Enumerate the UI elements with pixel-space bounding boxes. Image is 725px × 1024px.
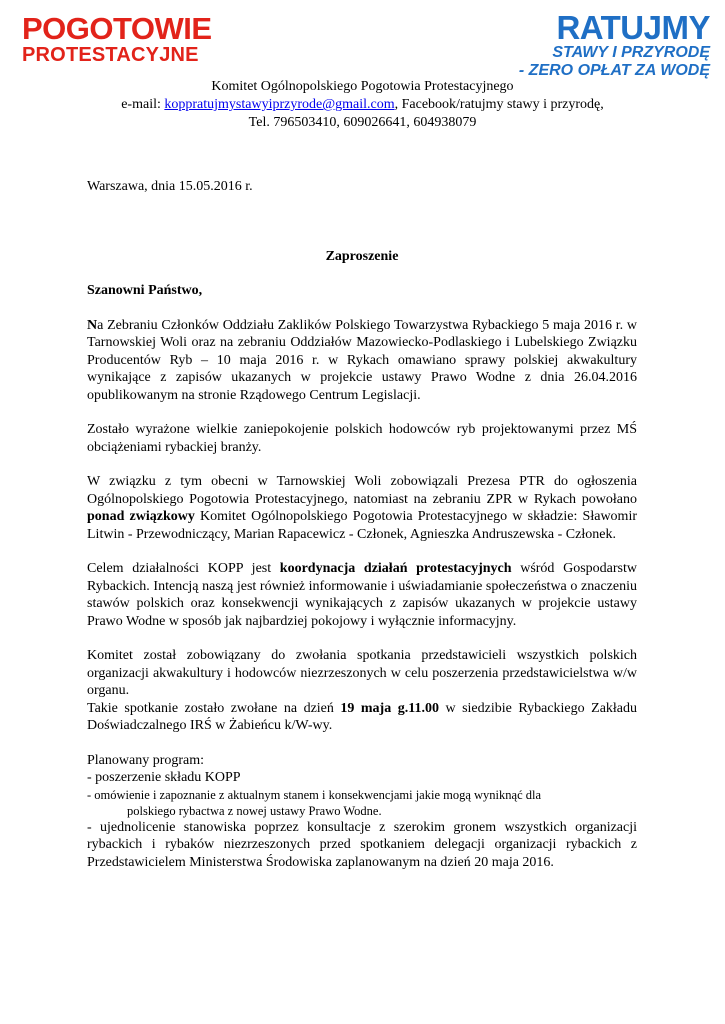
logo-right-line3: - ZERO OPŁAT ZA WODĘ [518,62,710,79]
paragraph-4-after: wśród Gospodarstw Rybackich. Intencją naszą jest również informowanie i uświadamianie społeczeństwa o znaczeniu stawów polskich oraz konsekwencji wynikających z zapisów ukazanych w projekcie ustawy Prawo Wodne w sposób jak najbardziej pokojowy i wyłącznie informacyjny. [87,561,637,629]
paragraph-3-after: Komitet Ogólnopolskiego Pogotowia Protestacyjnego w składzie: Sławomir Litwin - Przewodniczący, Marian Rapacewicz - Członek, Agnieszka Andruszewska - Członek. [87,509,637,542]
logo-left-line1: POGOTOWIE [22,11,212,46]
paragraph-2: Zostało wyrażone wielkie zaniepokojenie polskich hodowców ryb projektowanymi przez MŚ obciążeniami rybackiej branży. [87,422,637,455]
paragraph-4 [87,560,637,630]
greeting: Szanowni Państwo, [87,283,203,298]
paragraph-5: Komitet został zobowiązany do zwołania spotkania przedstawicieli wszystkich polskich organizacji akwakultury i hodowców niezrzeszonych w celu poszerzenia przedstawicielstwa w/w organu. [87,648,637,698]
facebook-text: , Facebook/ratujmy stawy i przyrodę, [394,97,604,112]
contact-line [0,96,725,114]
letterhead [0,78,725,132]
paragraph-3 [87,473,637,543]
committee-name: Komitet Ogólnopolskiego Pogotowia Protestacyjnego [211,79,514,94]
logo-pogotowie-protestacyjne [22,11,212,66]
email-link[interactable]: koppratujmystawyiprzyrode@gmail.com [164,97,395,112]
program-item-3: - ujednolicenie stanowiska poprzez konsultacje z szerokim gronem wszystkich organizacji rybackich i rybaków niezrzeszonych przed spotkaniem delegacji organizacji rybackich z Przedstawicielem Ministerstwa Środowiska zaplanowanym na dzień 20 maja 2016. [87,819,637,870]
paragraph-6 [87,700,637,735]
paragraph-4-before: Celem działalności KOPP jest [87,561,280,576]
paragraph-6-after: w siedzibie Rybackiego Zakładu Doświadczalnego IRŚ w Żabieńcu k/W-wy. [87,700,638,733]
logo-left-line2: PROTESTACYJNE [22,44,199,66]
paragraph-1-text: a Zebraniu Członków Oddziału Zaklików Polskiego Towarzystwa Rybackiego 5 maja 2016 r. w Tarnowskiej Woli oraz na zebraniu Oddziałów Mazowiecko-Podlaskiego i Lubelskiego Związku Producentów Ryb – 10 maja 2016 r. w Rykach omawiano sprawy polskiej akwakultury wynikające z zapisów ukazanych w projekcie ustawy Prawo Wodne z dnia 26.04.2016 opublikowanym na stronie Rządowego Centrum Legislacji. [87,317,637,403]
paragraph-1 [87,317,637,405]
program-heading: Planowany program: [87,752,205,768]
email-label: e-mail: [121,97,165,112]
paragraph-3-bold: ponad związkowy [87,509,195,524]
paragraph-6-bold: 19 maja g.11.00 [340,700,439,716]
logo-right-line1: RATUJMY [556,9,710,46]
program-item-2-cont: polskiego rybactwa z nowej ustawy Prawo Wodne. [127,803,382,818]
phone-numbers: Tel. 796503410, 609026641, 604938079 [248,115,477,130]
letter-title: Zaproszenie [325,248,399,264]
letter-body [87,178,637,871]
paragraph-6-before: Takie spotkanie zostało zwołane na dzień [87,700,341,716]
drop-letter: N [87,317,98,333]
logo-ratujmy-stawy [518,9,710,80]
paragraph-4-bold: koordynacja działań protestacyjnych [279,561,512,576]
program-item-1: - poszerzenie składu KOPP [87,770,241,785]
logo-right-line2: STAWY I PRZYRODĘ [552,44,710,61]
paragraph-3-before: W związku z tym obecni w Tarnowskiej Woli zobowiązali Prezesa PTR do ogłoszenia Ogólnopolskiego Pogotowia Protestacyjnego, natomiast na zebraniu ZPR w Rykach powołano [87,474,637,507]
program-item-2: - omówienie i zapoznanie z aktualnym stanem i konsekwencjami jakie mogą wyniknąć dla [87,787,542,802]
date-line: Warszawa, dnia 15.05.2016 r. [87,179,253,194]
